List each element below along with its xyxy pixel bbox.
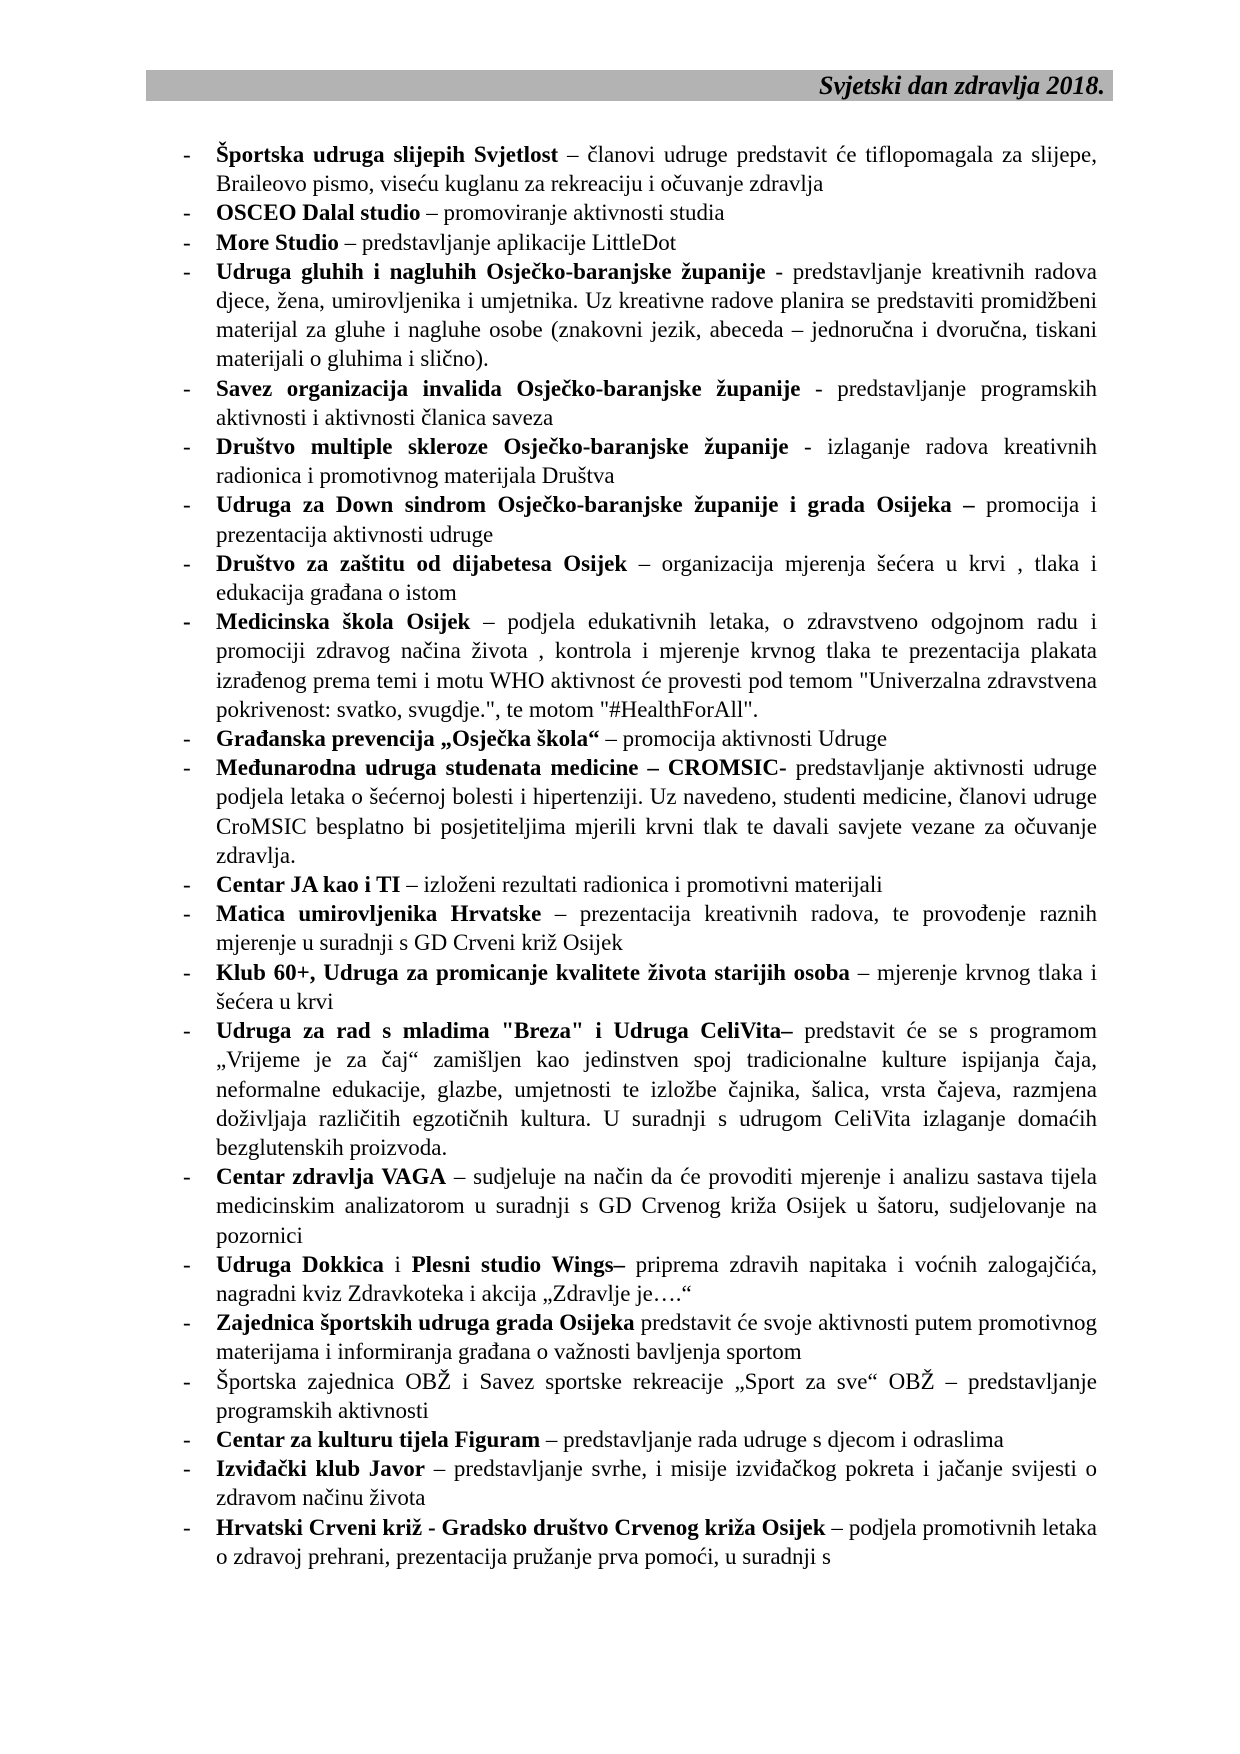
list-item [183, 1367, 1097, 1425]
org-description: – sudjeluje na način da će provoditi mjerenje i analizu sastava tijela medicinskim analizatorom u suradnji s GD Crvenog križa Osijek u šatoru, sudjelovanje na pozornici [216, 1164, 1097, 1248]
bullet-dash: - [183, 1514, 191, 1540]
bullet-dash: - [183, 1456, 191, 1482]
bullet-dash: - [183, 1164, 191, 1190]
org-description: – mjerenje krvnog tlaka i šećera u krvi [216, 959, 1098, 1014]
org-name: Medicinska škola Osijek [216, 609, 471, 635]
org-description: – promocija aktivnosti Udruge [599, 726, 888, 752]
org-name: OSCEO Dalal studio [216, 200, 421, 226]
bullet-dash: - [183, 755, 191, 781]
bullet-dash: - [183, 200, 191, 226]
list-item [183, 257, 1097, 374]
org-name: Centar za kulturu tijela Figuram [216, 1426, 541, 1452]
org-name: Udruga za rad s mladima "Breza" i Udruga CeliVita– [216, 1018, 793, 1044]
list-item [183, 374, 1097, 432]
list-item [183, 1425, 1097, 1454]
list-item [183, 432, 1097, 490]
org-name: Centar zdravlja VAGA [216, 1164, 447, 1190]
bullet-dash: - [183, 872, 191, 898]
list-item [183, 549, 1097, 607]
org-description: - predstavljanje kreativnih radova djece, žena, umirovljenika i umjetnika. Uz kreativne radove planira se predstaviti promidžbeni materijal za gluhe i nagluhe osobe (znakovni jezik, abeceda – jednoručna i dvoručna, tiskani materijali o gluhima i slično). [216, 258, 1097, 372]
org-description: i [383, 1251, 412, 1277]
list-item [183, 724, 1097, 753]
bullet-dash: - [183, 492, 191, 518]
org-name: Plesni studio Wings– [411, 1251, 626, 1277]
list-item [183, 1513, 1097, 1571]
list-item [183, 490, 1097, 548]
list-item [183, 140, 1097, 198]
org-name: Udruga gluhih i nagluhih Osječko-baranjske županije [216, 258, 766, 284]
bullet-dash: - [183, 258, 191, 284]
bullet-dash: - [183, 1018, 191, 1044]
org-name: Društvo za zaštitu od dijabetesa Osijek [216, 550, 628, 576]
org-name: Međunarodna udruga studenata medicine – CROMSIC- [216, 755, 787, 781]
org-description: - predstavljanje programskih aktivnosti i aktivnosti članica saveza [216, 375, 1097, 430]
list-item [183, 1250, 1097, 1308]
org-name: More Studio [216, 229, 339, 255]
org-name: Udruga Dokkica [216, 1251, 384, 1277]
bullet-dash: - [183, 1251, 191, 1277]
org-description: predstavit će svoje aktivnosti putem promotivnog materijama i informiranja građana o važnosti bavljenja sportom [216, 1310, 1097, 1365]
list-item [183, 607, 1097, 724]
org-name: Udruga za Down sindrom Osječko-baranjske županije i grada Osijeka – [216, 492, 975, 518]
list-item [183, 198, 1097, 227]
page-header-title: Svjetski dan zdravlja 2018. [818, 70, 1105, 100]
bullet-dash: - [183, 229, 191, 255]
org-description: – podjela promotivnih letaka o zdravoj prehrani, prezentacija pružanje prva pomoći, u suradnji s [216, 1514, 1097, 1569]
org-description: – prezentacija kreativnih radova, te provođenje raznih mjerenje u suradnji s GD Crveni križ Osijek [216, 901, 1098, 956]
list-item [183, 870, 1097, 899]
org-name: Građanska prevencija „Osječka škola“ [216, 726, 600, 752]
list-item [183, 1454, 1097, 1512]
list-item [183, 753, 1097, 870]
header-bar [146, 70, 1113, 101]
org-name: Centar JA kao i TI [216, 872, 401, 898]
org-description: promocija i prezentacija aktivnosti udruge [216, 492, 1097, 547]
org-description: priprema zdravih napitaka i voćnih zalogajčića, nagradni kviz Zdravkoteka i akcija „Zdravlje je….“ [216, 1251, 1097, 1306]
list-item [183, 899, 1097, 957]
org-description: – predstavljanje aplikacije LittleDot [338, 229, 677, 255]
org-description: – predstavljanje rada udruge s djecom i odraslima [540, 1426, 1004, 1452]
bullet-dash: - [183, 434, 191, 460]
org-name: Matica umirovljenika Hrvatske [216, 901, 542, 927]
org-name: Savez organizacija invalida Osječko-baranjske županije [216, 375, 801, 401]
org-name: Zajednica športskih udruga grada Osijeka [216, 1310, 635, 1336]
org-description: – podjela edukativnih letaka, o zdravstveno odgojnom radu i promociji zdravog načina života , kontrola i mjerenje krvnog tlaka te prezentacija plakata izrađenog prema temi i motu WHO aktivnost će provesti pod temom "Univerzalna zdravstvena pokrivenost: svatko, svugdje.", te motom "#HealthForAll". [216, 609, 1097, 722]
list-item [183, 1162, 1097, 1250]
list-item [183, 958, 1097, 1016]
bullet-list [183, 140, 1097, 1571]
org-description: predstavit će se s programom „Vrijeme je za čaj“ zamišljen kao jedinstven spoj tradicionalne kulture ispijanja čaja, neformalne edukacije, glazbe, umjetnosti te izložbe čajnika, šalica, vrsta čajeva, razmjena doživljaja različitih egzotičnih kultura. U suradnji s udrugom CeliVita izlaganje domaćih bezglutenskih proizvoda. [216, 1018, 1097, 1160]
org-description: – predstavljanje svrhe, i misije izviđačkog pokreta i jačanje svijesti o zdravom načinu života [216, 1456, 1097, 1511]
bullet-dash: - [183, 1426, 191, 1452]
org-name: Klub 60+, Udruga za promicanje kvalitete života starijih osoba [216, 959, 850, 985]
list-item [183, 1308, 1097, 1366]
bullet-dash: - [183, 901, 191, 927]
list-item [183, 1016, 1097, 1162]
bullet-dash: - [183, 1310, 191, 1336]
org-description: – organizacija mjerenja šećera u krvi , tlaka i edukacija građana o istom [216, 550, 1097, 606]
org-name: Hrvatski Crveni križ - Gradsko društvo Crvenog križa Osijek [216, 1514, 826, 1540]
org-description: – promoviranje aktivnosti studia [420, 200, 725, 226]
bullet-dash: - [183, 142, 191, 167]
bullet-dash: - [183, 959, 191, 985]
org-name: Društvo multiple skleroze Osječko-baranjske županije [216, 434, 789, 460]
bullet-dash: - [183, 609, 191, 635]
bullet-dash: - [183, 375, 191, 401]
org-description: Športska zajednica OBŽ i Savez sportske rekreacije „Sport za sve“ OBŽ – predstavljanje programskih aktivnosti [216, 1368, 1097, 1423]
org-name: Izviđački klub Javor [216, 1456, 426, 1482]
org-description: – članovi udruge predstavit će tiflopomagala za slijepe, Braileovo pismo, viseću kuglanu za rekreaciju i očuvanje zdravlja [216, 142, 1098, 197]
bullet-dash: - [183, 726, 191, 752]
org-description: - izlaganje radova kreativnih radionica i promotivnog materijala Društva [216, 434, 1097, 489]
org-description: – izloženi rezultati radionica i promotivni materijali [400, 872, 883, 898]
org-description: predstavljanje aktivnosti udruge podjela letaka o šećernoj bolesti i hipertenziji. Uz navedeno, studenti medicine, članovi udruge CroMSIC besplatno bi posjetiteljima mjerili krvni tlak te davali savjete vezane za očuvanje zdravlja. [216, 755, 1097, 868]
bullet-dash: - [183, 1368, 191, 1394]
list-item [183, 228, 1097, 257]
org-name: Športska udruga slijepih Svjetlost [216, 142, 559, 167]
bullet-dash: - [183, 550, 191, 576]
